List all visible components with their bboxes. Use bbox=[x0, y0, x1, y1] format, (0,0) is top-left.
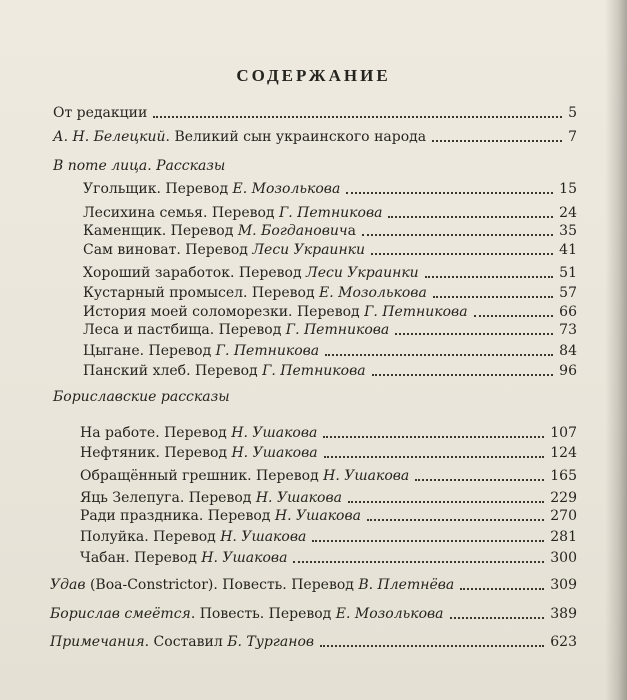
toc-entry-text: Цыгане. Перевод bbox=[83, 343, 216, 359]
toc-entry-text: Н. Ушакова bbox=[201, 550, 288, 566]
toc-page-number: 107 bbox=[550, 425, 577, 441]
toc-entry-text: Угольщик. Перевод bbox=[83, 181, 233, 197]
dot-leader bbox=[325, 354, 553, 356]
toc-entry-text: (Boa-Constrictor). Повесть. Перевод bbox=[85, 577, 359, 593]
dot-leader bbox=[450, 617, 545, 619]
toc-page-number: 57 bbox=[559, 285, 577, 301]
toc-entry-text: Леси Украинки bbox=[252, 242, 366, 258]
page-edge-shadow bbox=[605, 0, 627, 700]
toc-page-number: 41 bbox=[559, 242, 577, 258]
dot-leader bbox=[320, 645, 544, 647]
dot-leader bbox=[432, 140, 562, 142]
toc-entry-text: Борислав смеётся bbox=[50, 606, 191, 622]
toc-entry-title bbox=[83, 264, 419, 282]
toc-entry-text: Н. Ушакова bbox=[323, 468, 410, 484]
dot-leader bbox=[433, 296, 553, 298]
toc-entry-text: Е. Мозолькова bbox=[319, 285, 427, 301]
toc-entry-text: Кустарный промысел. Перевод bbox=[83, 285, 320, 301]
toc-page-number: 35 bbox=[559, 223, 577, 239]
toc-entry-text: Панский хлеб. Перевод bbox=[83, 363, 263, 379]
toc-entry bbox=[50, 631, 577, 651]
toc-entry-title bbox=[83, 342, 319, 360]
toc-entry bbox=[80, 526, 577, 546]
toc-page-number: 66 bbox=[559, 304, 577, 320]
toc-entry-text: Ради праздника. Перевод bbox=[80, 508, 275, 524]
toc-entry bbox=[83, 262, 577, 282]
toc-entry-text: Г. Петникова bbox=[215, 343, 320, 359]
toc-entry-text: Е. Мозолькова bbox=[232, 181, 341, 197]
toc-entry-text: Леса и пастбища. Перевод bbox=[83, 322, 286, 338]
toc-entry-text: Н. Ушакова bbox=[231, 425, 318, 441]
toc-entry bbox=[80, 547, 577, 567]
toc-page-number: 623 bbox=[550, 634, 577, 650]
dot-leader bbox=[395, 333, 553, 335]
toc-entry-text: Г. Петникова bbox=[285, 322, 390, 338]
section-heading: В поте лица. Рассказы bbox=[53, 158, 226, 174]
toc-entry bbox=[50, 574, 577, 594]
toc-page-number: 309 bbox=[550, 577, 577, 593]
toc-page-number: 281 bbox=[550, 529, 577, 545]
toc-entry bbox=[80, 465, 577, 485]
dot-leader bbox=[346, 192, 553, 194]
toc-entry bbox=[50, 603, 577, 623]
toc-page-number: 84 bbox=[559, 343, 577, 359]
toc-entry bbox=[83, 301, 577, 321]
toc-entry-text: Г. Петникова bbox=[262, 363, 366, 379]
toc-entry-title bbox=[50, 633, 314, 651]
toc-entry-text: История моей соломорезки. Перевод bbox=[83, 304, 365, 320]
dot-leader bbox=[371, 253, 553, 255]
toc-entry bbox=[80, 422, 577, 442]
toc-page-number: 124 bbox=[550, 445, 577, 461]
toc-entry-text: От редакции bbox=[53, 105, 148, 121]
toc-entry-text: Г. Петникова bbox=[279, 205, 383, 221]
toc-page-number: 7 bbox=[568, 129, 577, 145]
toc-entry-title bbox=[83, 222, 356, 240]
toc-entry-title bbox=[83, 321, 389, 339]
dot-leader bbox=[372, 374, 554, 376]
toc-page-number: 229 bbox=[550, 490, 577, 506]
toc-page-number: 5 bbox=[568, 105, 577, 121]
toc-entry bbox=[83, 319, 577, 339]
toc-entry-title bbox=[53, 128, 426, 146]
toc-entry-text: . Повесть. Перевод bbox=[190, 606, 336, 622]
dot-leader bbox=[474, 315, 554, 317]
toc-entry bbox=[83, 239, 577, 259]
toc-entry-title bbox=[83, 362, 366, 380]
toc-entry-text: В. Плетнёва bbox=[358, 577, 455, 593]
toc-entry-text: Удав bbox=[50, 577, 86, 593]
toc-entry-text: Обращённый грешник. Перевод bbox=[80, 468, 324, 484]
toc-entry bbox=[83, 178, 577, 198]
toc-entry-title bbox=[80, 444, 318, 462]
toc-entry-text: Б. Турганов bbox=[227, 634, 315, 650]
toc-entry bbox=[83, 282, 577, 302]
toc-entry bbox=[80, 487, 577, 507]
toc-page-number: 165 bbox=[550, 468, 577, 484]
toc-entry-text: М. Богданович bbox=[237, 223, 348, 239]
toc-entry bbox=[53, 102, 577, 122]
toc-page-number: 73 bbox=[559, 322, 577, 338]
dot-leader bbox=[425, 276, 553, 278]
toc-entry-text: а bbox=[347, 223, 356, 239]
toc-entry-text: На работе. Перевод bbox=[80, 425, 232, 441]
dot-leader bbox=[362, 234, 553, 236]
dot-leader bbox=[348, 501, 544, 503]
toc-entry-text: Н. Ушакова bbox=[220, 529, 307, 545]
toc-entry-text: Леси Украинки bbox=[306, 265, 419, 281]
toc-entry bbox=[80, 505, 577, 525]
toc-entry-title bbox=[80, 549, 287, 567]
toc-page-number: 389 bbox=[550, 606, 577, 622]
toc-entry-text: Каменщик. Перевод bbox=[83, 223, 238, 239]
toc-page-number: 51 bbox=[559, 265, 577, 281]
toc-entry bbox=[80, 442, 577, 462]
toc-entry-text: Хороший заработок. Перевод bbox=[83, 265, 307, 281]
toc-entry-text: Полуйка. Перевод bbox=[80, 529, 221, 545]
toc-entry-text: А. Н. Белецкий bbox=[53, 129, 166, 145]
toc-page-number: 300 bbox=[550, 550, 577, 566]
toc-entry-title bbox=[80, 528, 306, 546]
toc-entry-text: Лесихина семья. Перевод bbox=[83, 205, 279, 221]
dot-leader bbox=[367, 519, 544, 521]
toc-entry-text: Н. Ушакова bbox=[255, 490, 342, 506]
toc-entry-text: Чабан. Перевод bbox=[80, 550, 202, 566]
toc-entry-title bbox=[83, 180, 340, 198]
toc-entry-text: Н. Ушакова bbox=[231, 445, 318, 461]
dot-leader bbox=[312, 540, 544, 542]
toc-entry-text: Сам виноват. Перевод bbox=[83, 242, 253, 258]
toc-page-number: 15 bbox=[559, 181, 577, 197]
toc-entry-title bbox=[83, 284, 427, 302]
toc-entry-text: Г. Петникова bbox=[364, 304, 468, 320]
toc-entry-text: . Составил bbox=[144, 634, 228, 650]
toc-entry-title bbox=[80, 507, 361, 525]
section-heading: Бориславские рассказы bbox=[53, 389, 230, 405]
toc-entry-text: Е. Мозолькова bbox=[335, 606, 444, 622]
toc-page-number: 96 bbox=[559, 363, 577, 379]
toc-page-number: 24 bbox=[559, 205, 577, 221]
toc-entry-text: Яць Зелепуга. Перевод bbox=[80, 490, 256, 506]
toc-entry bbox=[83, 220, 577, 240]
toc-entry-text: Примечания bbox=[50, 634, 145, 650]
toc-entry-title bbox=[83, 241, 365, 259]
toc-entry-text: . Великий сын украинского народа bbox=[165, 129, 427, 145]
toc-entry-title bbox=[80, 424, 317, 442]
dot-leader bbox=[324, 456, 545, 458]
toc-entry-text: Нефтяник. Перевод bbox=[80, 445, 232, 461]
dot-leader bbox=[460, 588, 544, 590]
toc-entry bbox=[83, 202, 577, 222]
toc-entry bbox=[53, 126, 577, 146]
toc-entry-title bbox=[50, 576, 454, 594]
toc-page-number: 270 bbox=[550, 508, 577, 524]
toc-entry-title bbox=[50, 605, 444, 623]
dot-leader bbox=[415, 479, 544, 481]
toc-entry-text: Н. Ушакова bbox=[274, 508, 361, 524]
dot-leader bbox=[293, 561, 544, 563]
page-title: СОДЕРЖАНИЕ bbox=[236, 66, 391, 85]
dot-leader bbox=[388, 216, 553, 218]
toc-entry-title bbox=[80, 467, 409, 485]
toc-entry bbox=[83, 360, 577, 380]
dot-leader bbox=[323, 436, 544, 438]
toc-entry-title bbox=[53, 104, 147, 122]
dot-leader bbox=[153, 116, 562, 118]
toc-entry bbox=[83, 340, 577, 360]
